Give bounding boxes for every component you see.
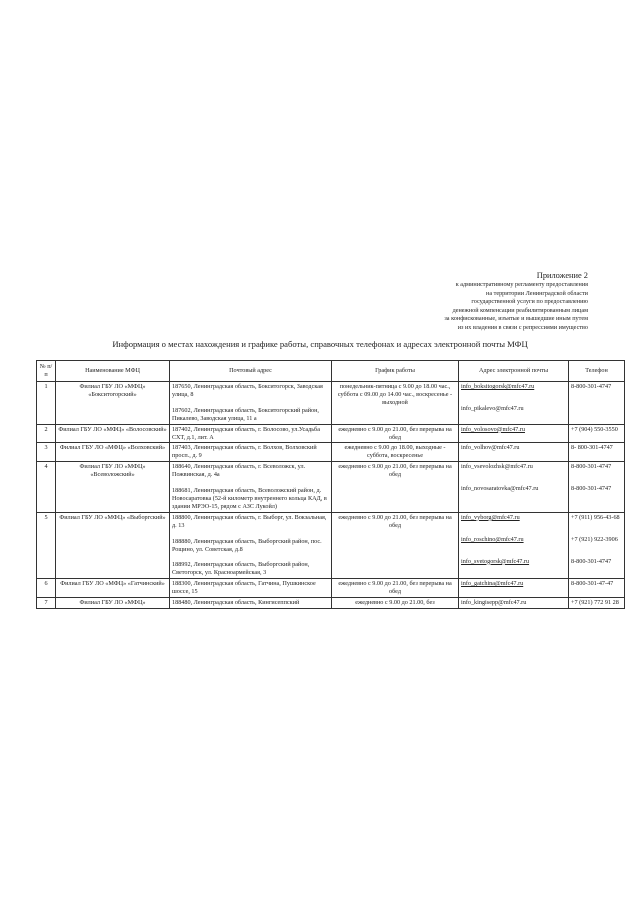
row-number: 5 <box>37 512 56 578</box>
schedule: ежедневно с 9.00 до 18.00, выходные - суббота, воскресенье <box>332 443 459 462</box>
postal-address: 188880, Ленинградская область, Выборгский район, пос. Рощино, ул. Советская, д.8 <box>172 537 322 553</box>
row-number: 2 <box>37 424 56 443</box>
header-schedule: График работы <box>332 361 459 382</box>
mfc-table <box>36 360 625 609</box>
document-title: Информация о местах нахождения и графике работы, справочных телефонах и адресах электронной почты МФЦ <box>112 339 528 349</box>
appendix-line: денежной компенсации реабилитированным лицам <box>452 306 588 314</box>
phone: +7 (921) 772 91 28 <box>569 598 625 609</box>
appendix-line: государственной услуги по предоставлению <box>471 298 588 306</box>
email-cell <box>459 512 569 578</box>
phone: +7 (921) 922-3906 <box>571 535 618 543</box>
phone: 8-800-301-47-47 <box>569 579 625 598</box>
table-row <box>37 598 625 609</box>
email-cell <box>459 579 569 598</box>
postal-address: 188480, Ленинградская область, Кингисеппский <box>170 598 332 609</box>
row-number: 4 <box>37 462 56 513</box>
email-link[interactable]: info_roschino@mfc47.ru <box>461 535 524 543</box>
email-link[interactable]: info_gatchina@mfc47.ru <box>461 580 524 588</box>
appendix-line: за конфискованные, изъятые и вышедшие иным путем <box>444 315 588 323</box>
phone-cell <box>569 512 625 578</box>
email-link[interactable]: info_kingisepp@mfc47.ru <box>461 599 527 607</box>
table-row <box>37 512 625 578</box>
phone: 8-800-301-4747 <box>571 557 612 565</box>
mfc-name: Филиал ГБУ ЛО «МФЦ» <box>56 598 170 609</box>
schedule: ежедневно с 9.00 до 21.00, без <box>332 598 459 609</box>
schedule: ежедневно с 9.00 до 21.00, без перерыва на обед <box>332 512 459 578</box>
postal-address-cell <box>170 382 332 425</box>
appendix-line: к административному регламенту предоставления <box>455 281 588 288</box>
mfc-name: Филиал ГБУ ЛО «МФЦ» «Выборгский» <box>56 512 170 578</box>
table-header-row <box>37 361 625 382</box>
phone: +7 (904) 550-3550 <box>569 424 625 443</box>
appendix-line: из их владения в связи с репрессиями имущество <box>457 323 588 331</box>
header-address: Почтовый адрес <box>170 361 332 382</box>
row-number: 1 <box>37 382 56 425</box>
postal-address: 187403, Ленинградская область, г. Волхов, Волховский просп., д. 9 <box>170 443 332 462</box>
email-cell <box>459 462 569 513</box>
email-link[interactable]: info_volosovo@mfc47.ru <box>461 425 525 433</box>
header-email: Адрес электронной почты <box>459 361 569 382</box>
row-number: 6 <box>37 579 56 598</box>
phone: 8-800-301-4747 <box>571 485 612 493</box>
appendix-note <box>348 270 588 333</box>
email-link[interactable]: info_svetogorsk@mfc47.ru <box>461 557 530 565</box>
phone: 8-800-301-4747 <box>571 463 612 471</box>
email-cell <box>459 598 569 609</box>
row-number: 7 <box>37 598 56 609</box>
row-number: 3 <box>37 443 56 462</box>
header-num: № п/п <box>37 361 56 382</box>
mfc-name: Филиал ГБУ ЛО «МФЦ» «Бокситогорский» <box>56 382 170 425</box>
appendix-heading: Приложение 2 <box>536 271 588 280</box>
email-link[interactable]: info_vyborg@mfc47.ru <box>461 513 520 521</box>
email-link[interactable]: info_volhov@mfc47.ru <box>461 444 520 452</box>
postal-address: 188681, Ленинградская область, Всеволожский район, д. Новосаратовка (52-й километр внутреннего кольца КАД, в здании МРЭО-15, рядом с АЗС Лукойл) <box>172 487 327 510</box>
postal-address-cell <box>170 462 332 513</box>
email-cell <box>459 443 569 462</box>
email-cell <box>459 424 569 443</box>
table-row <box>37 462 625 513</box>
mfc-name: Филиал ГБУ ЛО «МФЦ» «Волховский» <box>56 443 170 462</box>
email-link[interactable]: info_vsevolozhsk@mfc47.ru <box>461 463 533 471</box>
postal-address: 188992, Ленинградская область, Выборгский район, Светогорск, ул. Красноармейская, 3 <box>172 561 310 577</box>
postal-address-cell <box>170 512 332 578</box>
email-link[interactable]: info_boksitogorsk@mfc47.ru <box>461 383 535 390</box>
table-row <box>37 579 625 598</box>
schedule: ежедневно с 9.00 до 21.00, без перерыва на обед <box>332 462 459 513</box>
postal-address: 187602, Ленинградская область, Бокситогорский район, Пикалево, Заводская улица, 11 а <box>172 406 319 422</box>
email-link[interactable]: info_pikalevo@mfc47.ru <box>461 404 524 412</box>
mfc-name: Филиал ГБУ ЛО «МФЦ» «Гатчинский» <box>56 579 170 598</box>
phone: +7 (911) 956-43-68 <box>571 513 620 521</box>
table-row <box>37 382 625 425</box>
schedule: ежедневно с 9.00 до 21.00, без перерыва на обед <box>332 424 459 443</box>
schedule: ежедневно с 9.00 до 21.00, без перерыва на обед <box>332 579 459 598</box>
postal-address: 188640, Ленинградская область, г. Всеволожск, ул. Пожвинская, д. 4а <box>172 463 306 479</box>
phone: 8- 800-301-4747 <box>569 443 625 462</box>
header-name: Наименование МФЦ <box>56 361 170 382</box>
mfc-name: Филиал ГБУ ЛО «МФЦ» «Волосовский» <box>56 424 170 443</box>
postal-address: 187402, Ленинградская область, г. Волосово, ул.Усадьба СХТ, д.1, лит. А <box>170 424 332 443</box>
mfc-name: Филиал ГБУ ЛО «МФЦ» «Всеволожский» <box>56 462 170 513</box>
phone-cell <box>569 462 625 513</box>
postal-address: 188800, Ленинградская область, г. Выборг, ул. Вокзальная, д. 13 <box>172 513 327 529</box>
schedule: понедельник-пятница с 9.00 до 18.00 час., суббота с 09.00 до 14.00 час., воскресенье - выходной <box>332 382 459 425</box>
email-link[interactable]: info_novosaratovka@mfc47.ru <box>461 485 539 493</box>
table-row <box>37 443 625 462</box>
header-phone: Телефон <box>569 361 625 382</box>
postal-address: 188300, Ленинградская область, Гатчина, Пушкинское шоссе, 15 <box>170 579 332 598</box>
table-row <box>37 424 625 443</box>
postal-address: 187650, Ленинградская область, Бокситогорск, Заводская улица, 8 <box>172 383 323 398</box>
phone: 8-800-301-4747 <box>569 382 625 425</box>
appendix-line: на территории Ленинградской области <box>486 289 588 297</box>
email-cell <box>459 382 569 425</box>
